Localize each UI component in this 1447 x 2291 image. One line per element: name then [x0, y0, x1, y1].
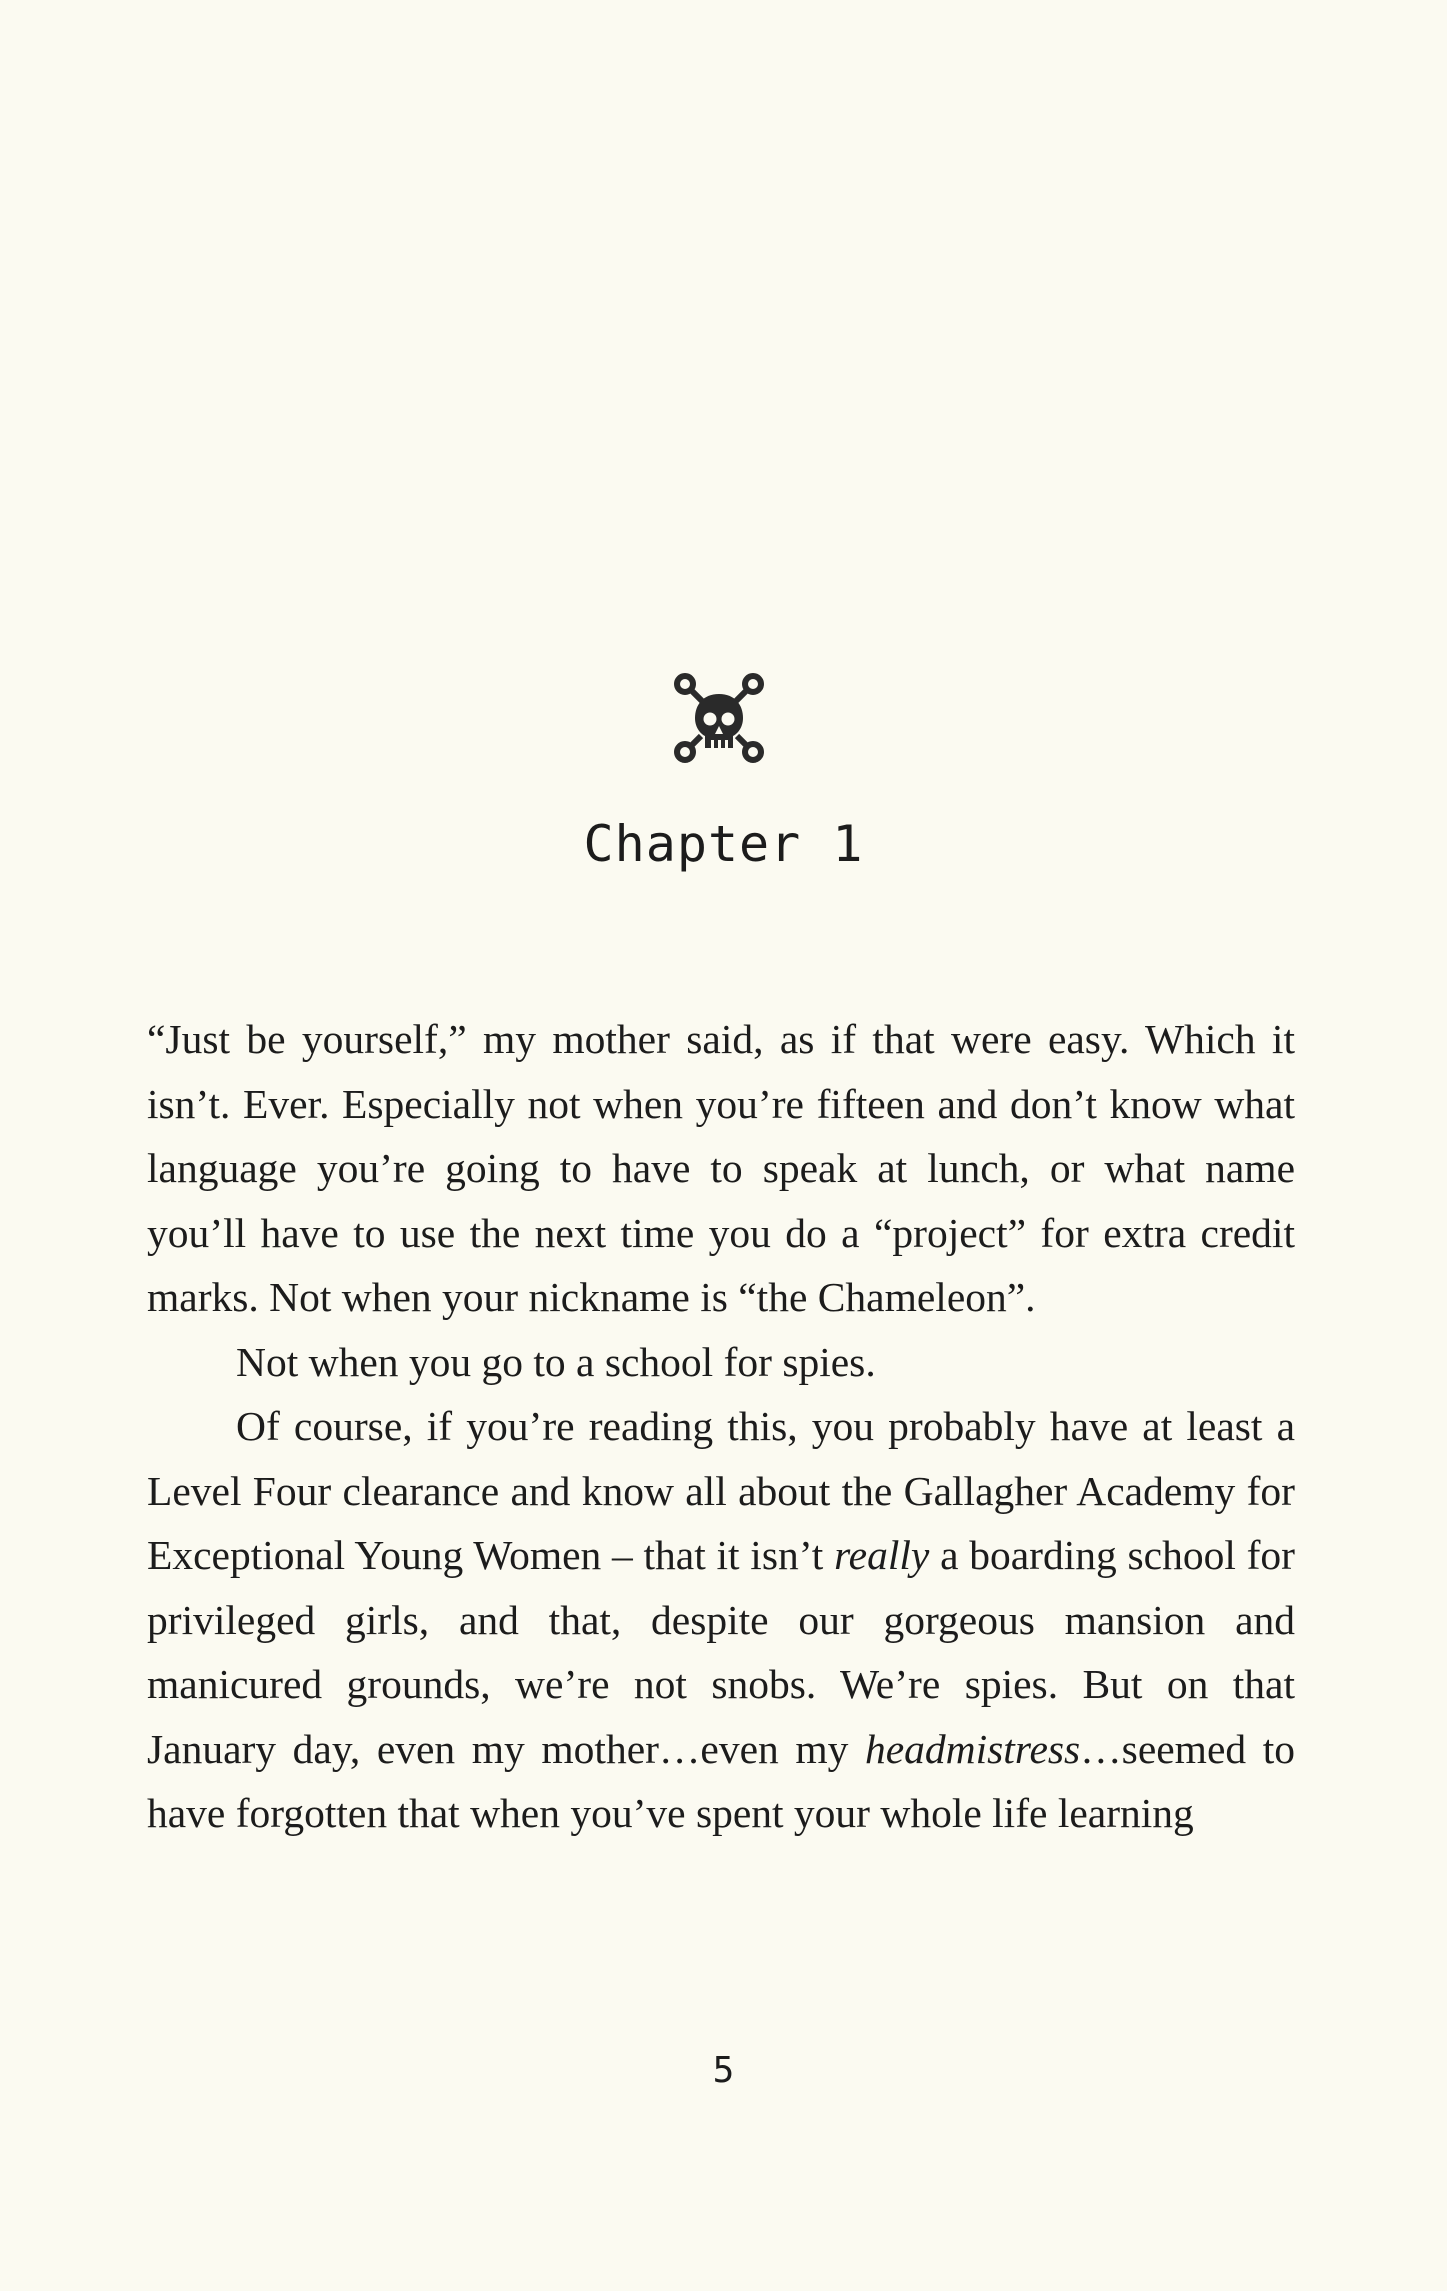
paragraph-1: “Just be yourself,” my mother said, as if that were easy. Which it isn’t. Ever. Especially not when you’re fifteen and don’t know what language you’re going to have to speak at lunch, or what name you’ll have to use the next time you do a “project” for extra credit marks. Not when your nickname is “the Chameleon”. [147, 1016, 1295, 1320]
paragraph-2: Not when you go to a school for spies. [236, 1338, 876, 1385]
paragraph-3-text: a boarding school for privileged girls, and that, despite our gorgeous mansion and manicured grounds, we’re not snobs. We’re spies. But on that January day, even my mother…even my [147, 1532, 1295, 1772]
chapter-title: Chapter 1 [583, 815, 864, 873]
page-number: 5 [712, 2050, 735, 2091]
emphasis-headmistress: headmistress [864, 1725, 1081, 1772]
paragraph-3-text: Of course, if you’re reading this, you probably have at least a Level Four clearance and know all about the Gallagher Academy for Exceptional Young Women – that it isn’t [147, 1403, 1295, 1578]
paragraph-3 [147, 1394, 1295, 1846]
paragraph-3-text: …seemed to have forgotten that when you’ve spent your whole life learning [147, 1725, 1295, 1836]
chapter-body [147, 1007, 1295, 1846]
emphasis-really: really [834, 1532, 930, 1578]
skull-crossbones-icon [673, 672, 765, 764]
